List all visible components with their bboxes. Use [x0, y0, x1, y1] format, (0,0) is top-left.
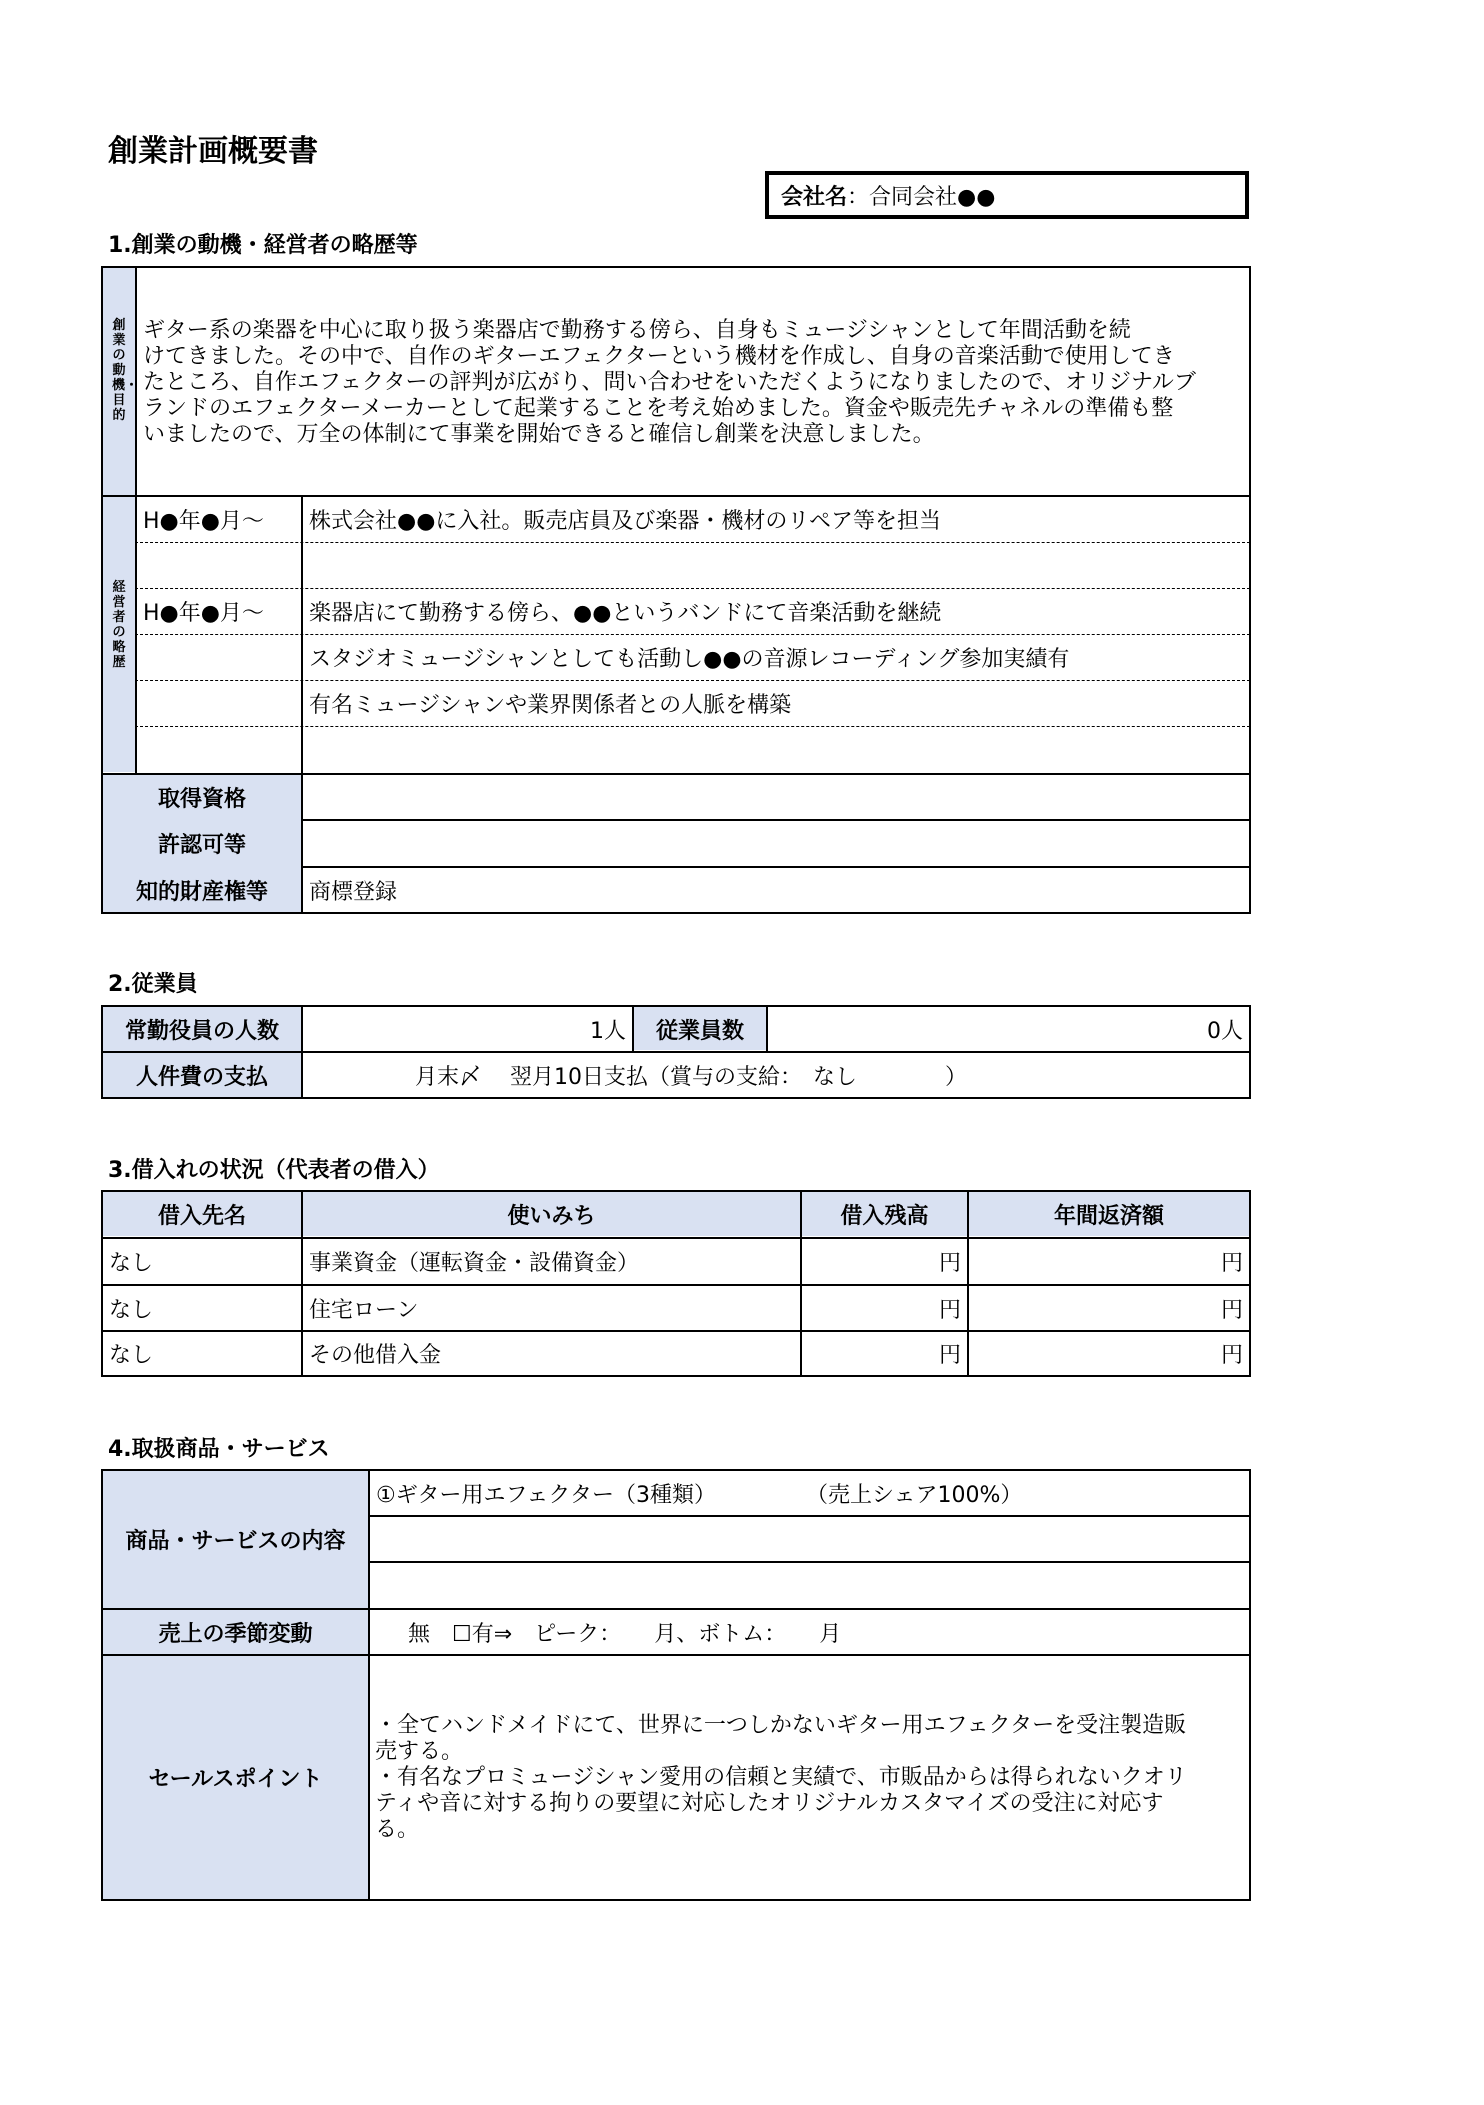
- loan-cell: 事業資金（運転資金・設備資金）: [309, 1251, 640, 1276]
- loan-cell: 円: [938, 1251, 961, 1276]
- history-date: [137, 635, 301, 680]
- history-date: [137, 543, 301, 588]
- loan-cell: 円: [938, 1343, 961, 1368]
- selling-line: ・全てハンドメイドにて、世界に一つしかないギター用エフェクターを受注製造販: [375, 1713, 1187, 1738]
- officers-label: 常勤役員の人数: [124, 1018, 279, 1044]
- product-1: [370, 1471, 1249, 1515]
- loan-cell: なし: [109, 1343, 154, 1368]
- selling-line: 売する。: [375, 1739, 464, 1764]
- motive-line: たところ、自作エフェクターの評判が広がり、問い合わせをいただくようになりましたので、オリジナルブ: [143, 370, 1196, 395]
- loans-header-annual: 年間返済額: [1053, 1204, 1164, 1229]
- product-1-share: （売上シェア100%）: [805, 1482, 1023, 1508]
- selling-line: ・有名なプロミュージシャン愛用の信頼と実績で、市販品からは得られないクオリ: [375, 1765, 1187, 1790]
- history-text: [303, 543, 1249, 588]
- history-date: [137, 727, 301, 772]
- employees-value: 0人: [1207, 1018, 1243, 1044]
- history-date: H●年●月～: [143, 509, 264, 534]
- selling-line: る。: [375, 1817, 420, 1842]
- company-label: 会社名: [781, 184, 848, 210]
- product-1-name: ①ギター用エフェクター（3種類）: [376, 1482, 716, 1508]
- section2-heading: 2.従業員: [108, 972, 198, 997]
- qualifications-value: [303, 775, 1249, 819]
- product-3: [370, 1563, 1249, 1608]
- motive-line: ランドのエフェクターメーカーとして起業することを考え始めました。資金や販売先チャネルの準備も整: [143, 396, 1174, 421]
- history-date: [137, 681, 301, 726]
- loan-cell: 円: [938, 1297, 961, 1323]
- permits-value: [303, 821, 1249, 866]
- officers-value: 1人: [590, 1018, 626, 1044]
- section3-heading: 3.借入れの状況（代表者の借入）: [108, 1158, 440, 1183]
- loan-cell: なし: [109, 1251, 154, 1276]
- permits-label: 許認可等: [157, 833, 246, 858]
- history-text: [303, 727, 1249, 772]
- loan-cell: その他借入金: [309, 1343, 442, 1368]
- selling-line: ティや音に対する拘りの要望に対応したオリジナルカスタマイズの受注に対応す: [375, 1791, 1164, 1816]
- employees-label: 従業員数: [655, 1018, 744, 1044]
- payroll-label: 人件費の支払: [135, 1064, 268, 1090]
- seasonal-label: 売上の季節変動: [158, 1621, 313, 1647]
- selling-points: [375, 1713, 1249, 1893]
- history-text: スタジオミュージシャンとしても活動し●●の音源レコーディング参加実績有: [309, 647, 1070, 672]
- motive-line: けてきました。その中で、自作のギターエフェクターという機材を作成し、自身の音楽活動で使用してき: [143, 344, 1175, 369]
- ip-label: 知的財産権等: [135, 879, 268, 905]
- section1-heading: 1.創業の動機・経営者の略歴等: [108, 233, 418, 258]
- section4-heading: 4.取扱商品・サービス: [108, 1437, 330, 1462]
- loans-header-purpose: 使いみち: [507, 1204, 596, 1229]
- loan-cell: 円: [1220, 1343, 1243, 1368]
- page-title: 創業計画概要書: [108, 134, 318, 169]
- loan-cell: なし: [109, 1297, 154, 1323]
- seasonal-value: 無 ☐有⇒ ピーク： 月、ボトム： 月: [408, 1621, 842, 1647]
- history-date: H●年●月～: [143, 601, 264, 626]
- loans-header-lender: 借入先名: [157, 1204, 246, 1229]
- payroll-value: 月末〆 翌月10日支払（賞与の支給： なし ）: [415, 1064, 967, 1090]
- product-2: [370, 1517, 1249, 1561]
- history-text: 有名ミュージシャンや業界関係者との人脈を構築: [309, 693, 792, 718]
- ip-value: 商標登録: [309, 879, 398, 905]
- qualifications-label: 取得資格: [157, 786, 246, 812]
- motive-line: ギター系の楽器を中心に取り扱う楽器店で勤務する傍ら、自身もミュージシャンとして年間活動を続: [143, 318, 1131, 343]
- company-value: ：合同会社●●: [847, 184, 996, 210]
- products-label: 商品・サービスの内容: [125, 1529, 346, 1554]
- loans-header-balance: 借入残高: [840, 1204, 929, 1229]
- history-text: 楽器店にて勤務する傍ら、●●というバンドにて音楽活動を継続: [309, 601, 942, 626]
- selling-label: セールスポイント: [148, 1767, 323, 1792]
- loan-cell: 円: [1220, 1251, 1243, 1276]
- motive-line: いましたので、万全の体制にて事業を開始できると確信し創業を決意しました。: [143, 422, 935, 447]
- history-text: 株式会社●●に入社。販売店員及び楽器・機材のリペア等を担当: [309, 509, 941, 534]
- company-name-box: [765, 171, 1249, 219]
- loan-cell: 円: [1220, 1297, 1243, 1323]
- loan-cell: 住宅ローン: [309, 1297, 419, 1323]
- motive-label: 創業の動機・目的: [112, 318, 139, 423]
- history-label: 経営者の略歴: [112, 580, 126, 670]
- motive-text: [143, 318, 1251, 458]
